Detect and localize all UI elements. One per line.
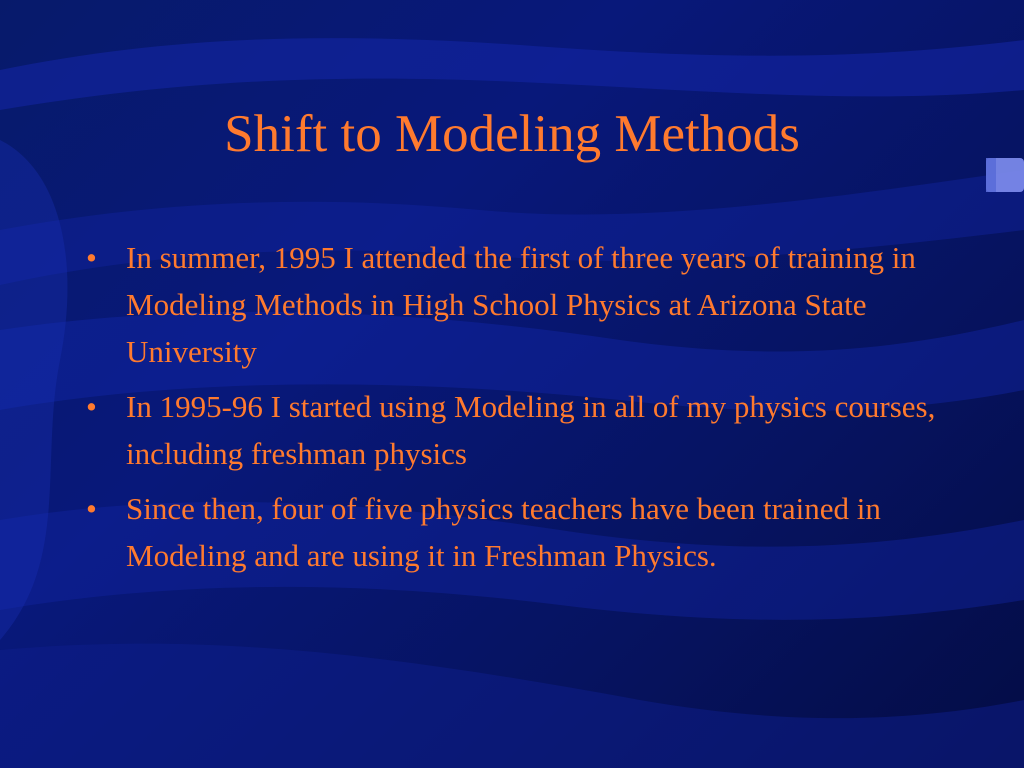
bullet-list — [84, 234, 954, 587]
bullet-item — [84, 383, 954, 477]
wave-band-bottom — [0, 644, 1024, 768]
wave-band-top — [0, 38, 1024, 110]
bullet-item — [84, 234, 954, 375]
bullet-item — [84, 485, 954, 579]
bullet-marker: • — [86, 389, 97, 424]
bullet-marker: • — [86, 491, 97, 526]
bullet-text: In 1995-96 I started using Modeling in all of my physics courses, including freshman physics — [126, 389, 936, 471]
slide-title: Shift to Modeling Methods — [224, 105, 800, 163]
bullet-text: In summer, 1995 I attended the first of three years of training in Modeling Methods in High School Physics at Arizona State University — [126, 240, 916, 369]
bullet-text: Since then, four of five physics teachers have been trained in Modeling and are using it in Freshman Physics. — [126, 491, 881, 573]
bullet-marker: • — [86, 240, 97, 275]
